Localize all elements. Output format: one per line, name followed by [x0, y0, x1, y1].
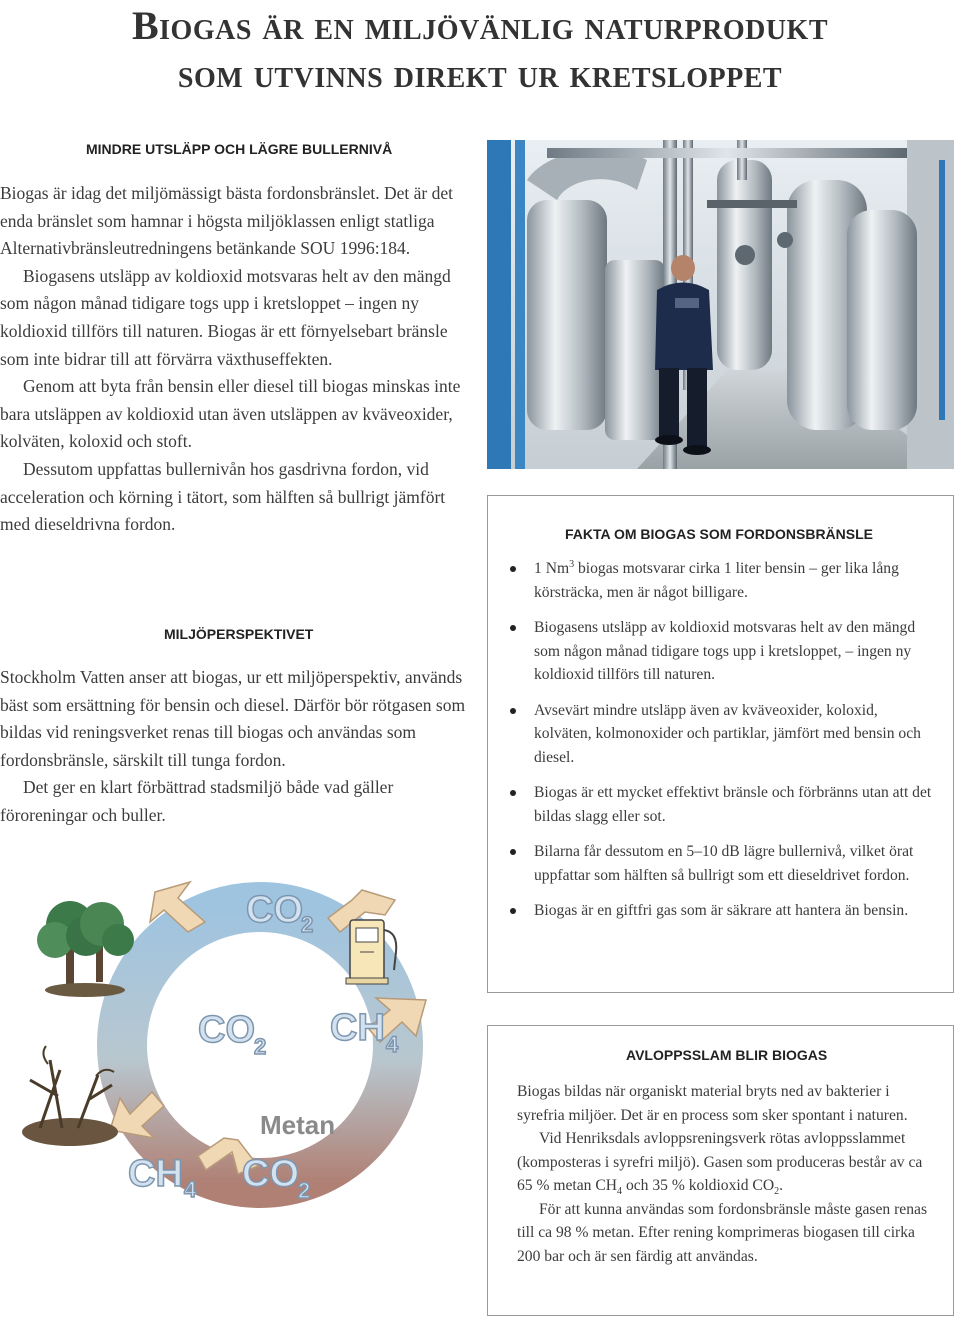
list-item: Biogas är ett mycket effektivt bränsle och förbränns utan att det bildas slagg eller sot. — [506, 781, 936, 828]
facts-list — [506, 557, 936, 935]
list-item: Avsevärt mindre utsläpp även av kväveoxider, koloxid, kolväten, kolmonoxider och partiklar, jämfört med bensin och diesel. — [506, 699, 936, 770]
carbon-cycle-diagram — [0, 870, 480, 1210]
co2-label-top-subscript: 2 — [301, 912, 314, 937]
list-item: Bilarna får dessutom en 5–10 dB lägre bullernivå, vilket örat uppfattar som hälften så bullrigt som ett dieseldrivet fordon. — [506, 840, 936, 887]
paragraph: Biogas bildas när organiskt material bryts ned av bakterier i syrefria miljöer. Det är en process som sker spontant i naturen. — [517, 1083, 908, 1124]
ch4-label-bottom-subscript: 4 — [184, 1177, 197, 1202]
text: Vid Henriksdals avloppsreningsverk rötas avloppsslammet (komposteras i syrefri miljö). Gasen som produceras består av ca 65 % metan CH — [517, 1130, 923, 1194]
section-environment-text — [0, 664, 466, 830]
co2-label-bottom-subscript: 2 — [298, 1178, 311, 1203]
list-item: Biogas är en giftfri gas som är säkrare att hantera än bensin. — [506, 899, 936, 923]
ch4-label-middle-subscript: 4 — [386, 1032, 399, 1057]
list-item — [506, 557, 936, 604]
paragraph: Det ger en klart förbättrad stadsmiljö både vad gäller föroreningar och buller. — [0, 777, 394, 825]
paragraph: Biogasens utsläpp av koldioxid motsvaras helt av den mängd som någon månad tidigare togs upp i kretsloppet – ingen ny koldioxid tillförs till naturen. Biogas är ett förnyelsebart bränsle som inte bidrar till att förvärra växthuseffekten. — [0, 265, 451, 369]
metan-label: Metan — [260, 1110, 336, 1140]
sludge-text — [517, 1080, 931, 1268]
page-title-line-1: Biogas är en miljövänlig naturprodukt — [131, 3, 829, 48]
co2-label-bottom: CO — [242, 1153, 299, 1195]
text: och 35 % koldioxid CO — [622, 1177, 775, 1194]
section-heading-emissions: MINDRE UTSLÄPP OCH LÄGRE BULLERNIVÅ — [86, 141, 393, 157]
list-item: Biogasens utsläpp av koldioxid motsvaras helt av den mängd som någon månad tidigare togs upp i kretsloppet, – ingen ny koldioxid tillförs till naturen. — [506, 616, 936, 687]
page-title-line-2: som utvinns direkt ur kretsloppet — [177, 51, 783, 96]
sludge-heading: AVLOPPSSLAM BLIR BIOGAS — [626, 1047, 828, 1063]
superscript: 3 — [569, 558, 575, 570]
co2-label-middle-subscript: 2 — [254, 1034, 267, 1059]
subscript: 4 — [617, 1186, 623, 1198]
biogas-plant-photo — [487, 140, 954, 469]
subscript: 2 — [774, 1186, 780, 1198]
paragraph: För att kunna användas som fordonsbränsle måste gasen renas till ca 98 % metan. Efter rening komprimeras biogasen till cirka 200 bar och är sen färdig att användas. — [517, 1200, 928, 1265]
fact-text: biogas motsvarar cirka 1 liter bensin – ger lika lång körsträcka, men är något billigare. — [534, 560, 899, 601]
facts-box — [487, 495, 954, 993]
ch4-label-middle: CH — [330, 1007, 385, 1049]
section-emissions-text — [0, 180, 466, 539]
co2-label-middle: CO — [198, 1009, 255, 1051]
paragraph: Dessutom uppfattas bullernivån hos gasdrivna fordon, vid acceleration och körning i tätort, som hälften så bullrigt jämfört med dieseldrivna fordon. — [0, 458, 446, 535]
co2-label-top: CO — [246, 889, 303, 931]
paragraph: Stockholm Vatten anser att biogas, ur ett miljöperspektiv, används bäst som ersättning för bensin och diesel. Därför bör rötgasen som bildas vid reningsverket renas till biogas och användas som fordonsbränsle, särskilt till tunga fordon. — [0, 667, 466, 770]
ch4-label-bottom: CH — [128, 1153, 183, 1195]
text: . — [779, 1177, 783, 1194]
paragraph: Biogas är idag det miljömässigt bästa fordonsbränslet. Det är det enda bränslet som hamnar i högsta miljöklassen enligt statliga Alternativbränsleutredningens betänkande SOU 1996:184. — [0, 183, 453, 259]
fact-text: 1 Nm — [534, 560, 570, 577]
sludge-box — [487, 1025, 954, 1316]
section-heading-environment: MILJÖPERSPEKTIVET — [164, 626, 314, 642]
paragraph — [517, 1127, 931, 1198]
facts-heading: FAKTA OM BIOGAS SOM FORDONSBRÄNSLE — [565, 526, 873, 542]
paragraph: Genom att byta från bensin eller diesel till biogas minskas inte bara utsläppen av koldioxid utan även utsläppen av kväveoxider, kolväten, koloxid och stoft. — [0, 376, 461, 452]
